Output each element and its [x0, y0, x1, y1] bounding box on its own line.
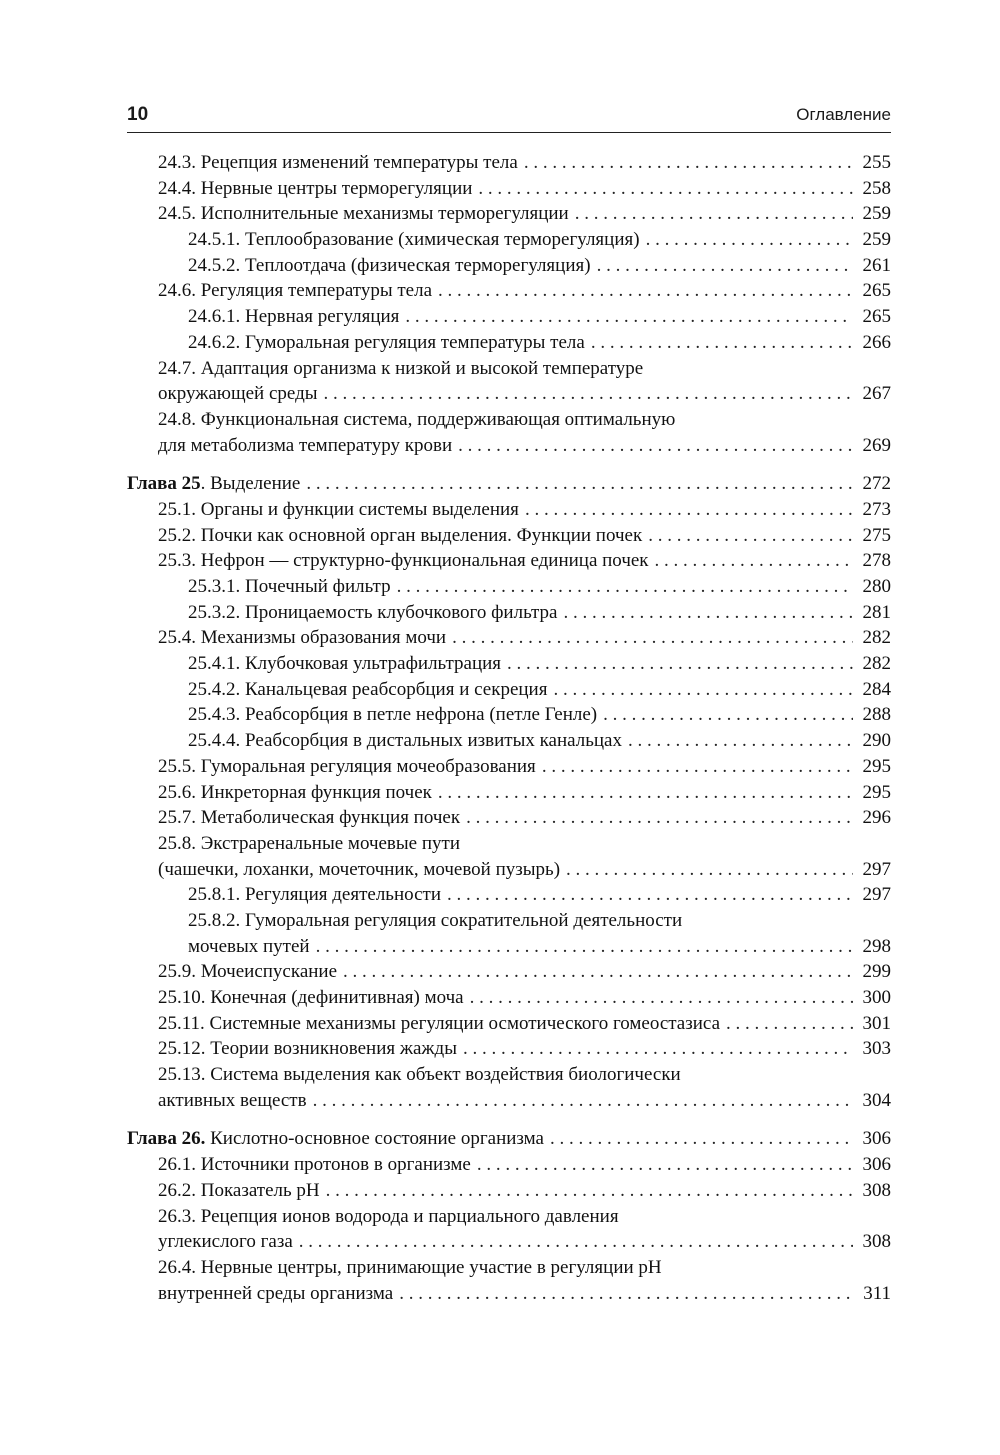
toc-entry-title: [158, 1229, 293, 1255]
dot-leader: [316, 934, 853, 960]
toc-entry-title: [188, 304, 399, 330]
toc-entry: [127, 433, 891, 459]
dot-leader: [477, 1152, 853, 1178]
toc-entry-text: Кислотно-основное состояние организма: [205, 1128, 544, 1150]
toc-entry-text: 25.13. Система выделения как объект воздействия биологически: [158, 1064, 681, 1086]
dot-leader: [438, 278, 853, 304]
toc-entry-text: 24.8. Функциональная система, поддерживающая оптимальную: [158, 408, 676, 430]
section-title: Оглавление: [796, 105, 891, 124]
toc-chapter-entry: [127, 471, 891, 497]
toc-page-number: 282: [862, 653, 891, 675]
dot-leader: [470, 985, 853, 1011]
toc-entry: [127, 857, 891, 883]
toc-entry-title: [158, 625, 446, 651]
toc-entry-title: [158, 548, 649, 574]
toc-entry-text: 24.5. Исполнительные механизмы терморегуляции: [158, 203, 569, 225]
toc-entry: [127, 497, 891, 523]
toc-entry-title: [188, 908, 682, 934]
toc-entry: [127, 1062, 891, 1088]
toc-page-number: 300: [862, 987, 891, 1008]
toc-entry-text: 25.3.2. Проницаемость клубочкового фильтра: [188, 601, 558, 623]
toc-entry-text: мочевых путей: [188, 935, 310, 957]
dot-leader: [648, 523, 853, 549]
toc-page-number: 290: [862, 730, 891, 752]
toc-entry-title: [158, 201, 569, 227]
toc-entry-title: [158, 1281, 393, 1307]
toc-entry-text: 25.2. Почки как основной орган выделения. Функции почек: [158, 524, 643, 546]
toc-entry-text: 26.3. Рецепция ионов водорода и парциального давления: [158, 1205, 619, 1227]
toc-page-number: 259: [862, 203, 891, 225]
dot-leader: [575, 201, 853, 227]
dot-leader: [646, 227, 853, 253]
toc-entry-title: [188, 882, 441, 908]
toc-entry-text: внутренней среды организма: [158, 1282, 394, 1304]
page-number: 10: [127, 104, 149, 125]
toc-entry-text: (чашечки, лоханки, мочеточник, мочевой пузырь): [158, 858, 561, 880]
toc-page-number: 308: [862, 1179, 891, 1201]
toc-entry: [127, 227, 891, 253]
toc-entry: [127, 201, 891, 227]
toc-page-number: 299: [862, 961, 891, 983]
toc-entry-title: [188, 934, 310, 960]
dot-leader: [405, 304, 853, 330]
toc-entry: [127, 908, 891, 934]
dot-leader: [399, 1281, 853, 1307]
toc-page-number: 265: [862, 280, 891, 302]
toc-entry-text: 25.9. Мочеиспускание: [158, 961, 338, 983]
toc-entry-text: 25.4. Механизмы образования мочи: [158, 627, 447, 649]
toc-page-number: 282: [862, 627, 891, 649]
toc-entry-title: [188, 227, 640, 253]
toc-page-number: 267: [862, 383, 891, 405]
dot-leader: [550, 1126, 853, 1152]
toc-entry-title: [158, 433, 452, 459]
toc-page-number: 304: [862, 1089, 891, 1111]
toc-entry: [127, 1036, 891, 1062]
toc-entry-text: 26.1. Источники протонов в организме: [158, 1154, 471, 1176]
toc-entry: [127, 1011, 891, 1037]
toc-page-number: 280: [862, 576, 891, 597]
toc-entry-title: [158, 780, 432, 806]
toc-entry: [127, 356, 891, 382]
toc-page-number: 272: [862, 473, 891, 495]
dot-leader: [452, 625, 853, 651]
toc-entry-title: [158, 278, 432, 304]
toc-entry: [127, 278, 891, 304]
toc-entry-text: 25.3.1. Почечный фильтр: [188, 576, 391, 597]
toc-entry-title: [158, 356, 643, 382]
toc-entry-text: 25.4.2. Канальцевая реабсорбция и секреция: [188, 678, 548, 700]
dot-leader: [313, 1088, 853, 1114]
toc-entry-text: 25.6. Инкреторная функция почек: [158, 781, 432, 803]
dot-leader: [447, 882, 853, 908]
toc-entry-title: [127, 1126, 544, 1152]
dot-leader: [726, 1011, 853, 1037]
toc-entry-title: [158, 1178, 320, 1204]
toc-entry-title: [158, 1036, 457, 1062]
toc-page-number: 288: [862, 704, 891, 726]
toc-entry: [127, 1178, 891, 1204]
toc-entry-text: 25.10. Конечная (дефинитивная) моча: [158, 987, 464, 1008]
dot-leader: [466, 805, 853, 831]
toc-entry-title: [188, 574, 391, 600]
toc-entry-text: . Выделение: [200, 473, 301, 495]
dot-leader: [524, 150, 853, 176]
toc-page-number: 295: [862, 755, 891, 777]
toc-entry-text: 24.4. Нервные центры терморегуляции: [158, 177, 473, 199]
toc-entry: [127, 882, 891, 908]
toc-entry-title: [158, 754, 536, 780]
toc-page-number: 275: [862, 524, 891, 546]
toc-entry-title: [158, 1152, 471, 1178]
toc-chapter-entry: [127, 1126, 891, 1152]
toc-entry-text: 25.4.3. Реабсорбция в петле нефрона (петле Генле): [188, 704, 598, 726]
toc-entry-text: 25.11. Системные механизмы регуляции осмотического гомеостазиса: [158, 1012, 721, 1034]
toc-entry-text: 24.5.2. Теплоотдача (физическая терморегуляция): [188, 254, 591, 276]
header-rule: [127, 132, 891, 133]
dot-leader: [478, 176, 853, 202]
toc-entry-text: 26.4. Нервные центры, принимающие участие в регуляции рН: [158, 1256, 662, 1278]
toc-entry-text: 25.8.1. Регуляция деятельности: [188, 884, 442, 906]
toc-entry: [127, 1229, 891, 1255]
toc-entry: [127, 523, 891, 549]
toc-page-number: 311: [863, 1282, 891, 1304]
table-of-contents: [127, 150, 891, 1306]
toc-entry-title: [158, 1204, 619, 1230]
toc-page-number: 306: [862, 1128, 891, 1150]
toc-page-number: 258: [862, 177, 891, 199]
toc-entry: [127, 625, 891, 651]
toc-page-number: 281: [862, 601, 891, 623]
toc-entry: [127, 1152, 891, 1178]
toc-entry-text: 25.12. Теории возникновения жажды: [158, 1038, 457, 1060]
toc-entry-title: [158, 959, 337, 985]
toc-entry-text: активных веществ: [158, 1089, 307, 1111]
toc-page-number: 306: [862, 1154, 891, 1176]
dot-leader: [326, 1178, 853, 1204]
toc-entry-text: 26.2. Показатель рН: [158, 1179, 320, 1201]
toc-entry-title: [158, 857, 560, 883]
chapter-label: Глава 25: [127, 473, 201, 495]
dot-leader: [603, 702, 853, 728]
dot-leader: [563, 600, 853, 626]
toc-page-number: 295: [862, 781, 891, 803]
toc-entry-title: [158, 497, 519, 523]
toc-entry: [127, 600, 891, 626]
toc-page-number: 296: [862, 807, 891, 829]
dot-leader: [628, 728, 853, 754]
toc-entry-title: [188, 651, 501, 677]
toc-entry-text: 25.8.2. Гуморальная регуляция сократительной деятельности: [188, 909, 683, 931]
dot-leader: [438, 780, 853, 806]
toc-entry-title: [158, 150, 518, 176]
toc-entry-title: [127, 471, 300, 497]
toc-entry-title: [188, 702, 597, 728]
toc-entry-text: 24.7. Адаптация организма к низкой и высокой температуре: [158, 357, 644, 379]
toc-entry: [127, 934, 891, 960]
toc-page-number: 278: [862, 550, 891, 572]
toc-page-number: 266: [862, 331, 891, 353]
toc-entry: [127, 754, 891, 780]
toc-page-number: 261: [862, 254, 891, 276]
toc-entry-title: [158, 523, 642, 549]
toc-entry: [127, 548, 891, 574]
toc-entry: [127, 574, 891, 600]
toc-page-number: 273: [862, 498, 891, 520]
toc-entry-text: 24.6.1. Нервная регуляция: [188, 306, 400, 328]
toc-entry-text: 25.4.4. Реабсорбция в дистальных извитых канальцах: [188, 730, 622, 752]
toc-entry: [127, 407, 891, 433]
toc-entry-text: 24.6. Регуляция температуры тела: [158, 280, 433, 302]
toc-entry: [127, 985, 891, 1011]
toc-entry-text: 24.6.2. Гуморальная регуляция температуры тела: [188, 331, 585, 353]
toc-page-number: 255: [862, 152, 891, 173]
dot-leader: [458, 433, 853, 459]
running-head: [127, 100, 891, 130]
toc-entry-text: 24.3. Рецепция изменений температуры тела: [158, 152, 518, 173]
dot-leader: [566, 857, 853, 883]
toc-entry-title: [158, 1255, 662, 1281]
toc-entry-title: [158, 381, 318, 407]
toc-entry: [127, 381, 891, 407]
toc-page-number: 297: [862, 858, 891, 880]
dot-leader: [397, 574, 853, 600]
toc-entry: [127, 831, 891, 857]
toc-entry: [127, 677, 891, 703]
toc-entry-title: [158, 176, 472, 202]
toc-entry-text: 25.7. Метаболическая функция почек: [158, 807, 461, 829]
toc-entry-text: 25.1. Органы и функции системы выделения: [158, 498, 519, 520]
dot-leader: [542, 754, 853, 780]
dot-leader: [463, 1036, 853, 1062]
toc-entry-text: 25.8. Экстраренальные мочевые пути: [158, 832, 460, 854]
dot-leader: [343, 959, 853, 985]
toc-entry-title: [188, 330, 585, 356]
toc-page-number: 265: [862, 306, 891, 328]
toc-entry: [127, 651, 891, 677]
toc-page-number: 297: [862, 884, 891, 906]
dot-leader: [299, 1229, 853, 1255]
dot-leader: [655, 548, 853, 574]
dot-leader: [525, 497, 853, 523]
toc-page-number: 284: [862, 678, 891, 700]
toc-entry-text: окружающей среды: [158, 383, 318, 405]
toc-entry: [127, 304, 891, 330]
dot-leader: [507, 651, 853, 677]
toc-entry: [127, 1255, 891, 1281]
toc-entry: [127, 1204, 891, 1230]
dot-leader: [324, 381, 853, 407]
toc-entry-title: [188, 728, 622, 754]
chapter-label: Глава 26.: [127, 1128, 206, 1150]
toc-entry: [127, 150, 891, 176]
toc-entry-title: [158, 407, 675, 433]
toc-entry-title: [158, 1088, 307, 1114]
toc-entry: [127, 805, 891, 831]
toc-entry-title: [158, 1011, 720, 1037]
dot-leader: [591, 330, 853, 356]
toc-entry: [127, 330, 891, 356]
toc-page-number: 303: [862, 1038, 891, 1060]
toc-entry: [127, 728, 891, 754]
dot-leader: [553, 677, 853, 703]
toc-page-number: 269: [862, 434, 891, 456]
toc-entry-title: [158, 985, 464, 1011]
toc-entry-text: для метаболизма температуру крови: [158, 434, 453, 456]
toc-entry-title: [158, 831, 460, 857]
toc-entry: [127, 1281, 891, 1307]
toc-entry-text: 25.5. Гуморальная регуляция мочеобразования: [158, 755, 536, 777]
toc-entry: [127, 253, 891, 279]
toc-entry: [127, 780, 891, 806]
toc-entry-text: углекислого газа: [158, 1231, 293, 1253]
toc-entry-title: [188, 600, 557, 626]
toc-page-number: 259: [862, 229, 891, 251]
toc-entry: [127, 959, 891, 985]
toc-entry-title: [158, 805, 460, 831]
toc-entry-title: [158, 1062, 681, 1088]
dot-leader: [597, 253, 853, 279]
toc-entry-text: 24.5.1. Теплообразование (химическая терморегуляция): [188, 229, 640, 251]
toc-page-number: 301: [862, 1012, 891, 1034]
toc-entry-title: [188, 253, 591, 279]
toc-entry-title: [188, 677, 547, 703]
toc-entry: [127, 176, 891, 202]
dot-leader: [306, 471, 853, 497]
toc-page-number: 298: [862, 935, 891, 957]
toc-entry-text: 25.3. Нефрон — структурно-функциональная единица почек: [158, 550, 649, 572]
toc-page-number: 308: [862, 1231, 891, 1253]
toc-entry: [127, 702, 891, 728]
toc-entry: [127, 1088, 891, 1114]
toc-entry-text: 25.4.1. Клубочковая ультрафильтрация: [188, 653, 502, 675]
